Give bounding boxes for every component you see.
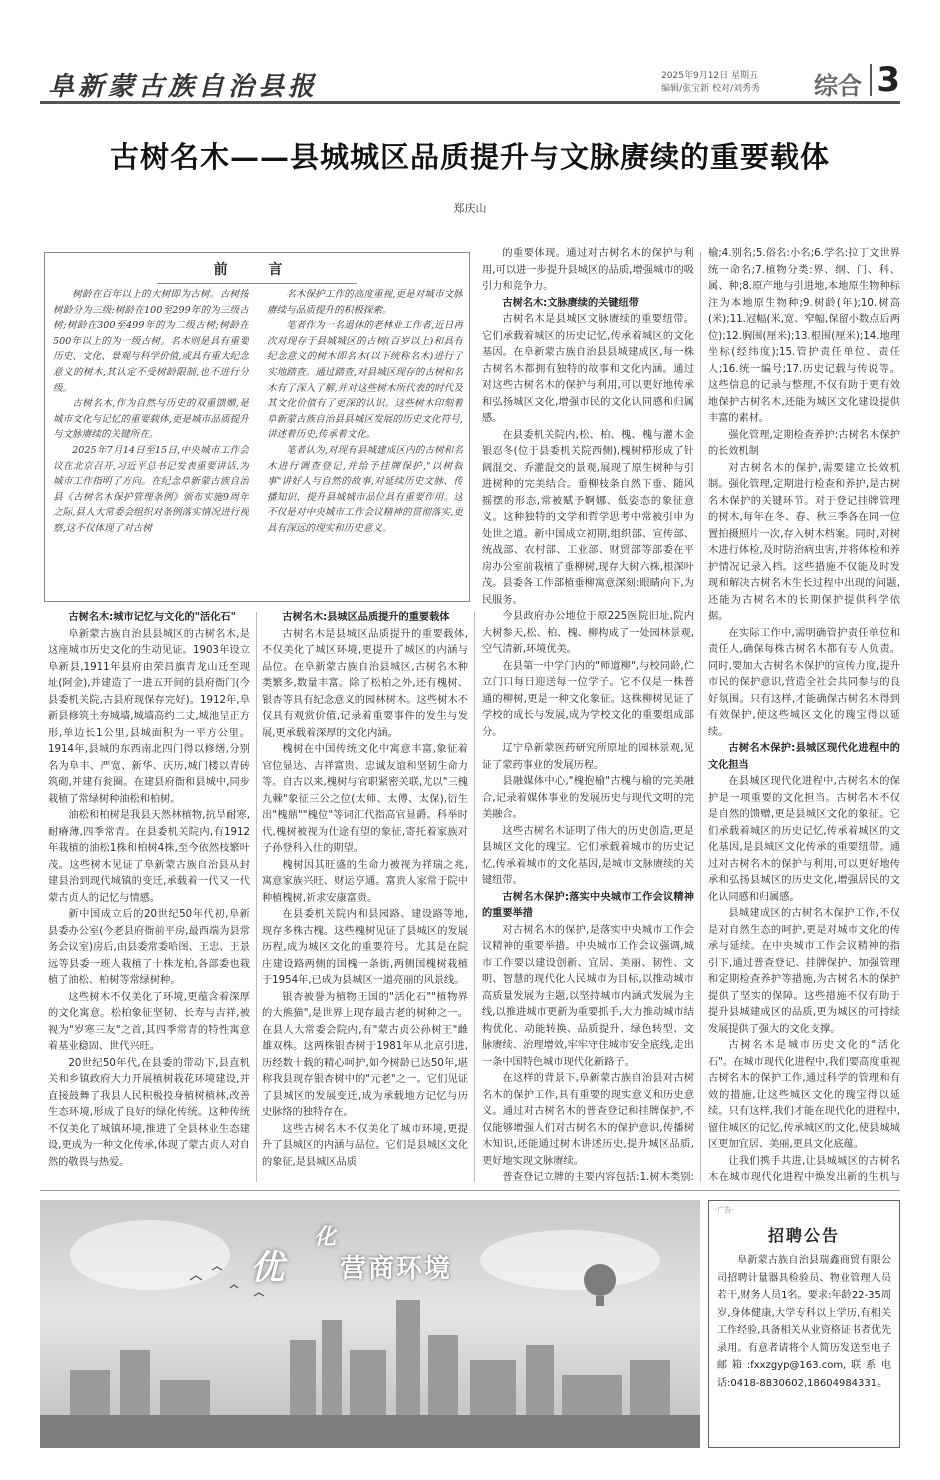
body-paragraph: 在县委机关院内和县园路、建设路等地,现存多株古槐。这些槐树见证了县城区的发展历程,成为城区文化的重要符号。尤其是在院庄建设路两侧的国槐一条街,两侧国槐树栽植于1954年,已成为县城区一道亮丽的风景线。 xyxy=(262,909,468,986)
body-paragraph: 新中国成立后的20世纪50年代初,阜新县委办公室(今老县府衙前平房,最西端为县常务会议室)房后,由县委常委哈图、王忠、王景远等县委一班人栽植了十株龙柏,各部委也栽植了油松、柏树等常绿树种。 xyxy=(48,909,250,986)
banner-title xyxy=(250,1224,453,1289)
column-divider xyxy=(256,612,257,1182)
body-paragraph: 古树名木是城市历史文化的"活化石"。在城市现代化进程中,我们要高度重视古树名木的保护工作,通过科学的管理和有效的措施,让这些城区文化的瑰宝得以延续。只有这样,我们才能在现代化的进程中,留住城区的记忆,传承城区的文化,使县城城区更加宜居、美丽,更具文化底蕴。 xyxy=(708,1040,900,1150)
body-paragraph: 在县城区现代化进程中,古树名木的保护是一项重要的文化担当。古树名木不仅是自然的馈赠,更是县城区文化的象征。它们承载着城区的历史记忆,传承着城区的文化基因,是县城区文化传承的重要纽带。通过对古树名木的保护与利用,可以更好地传承和弘扬县城区的历史文化,增强居民的文化认同感和归属感。 xyxy=(708,776,900,903)
article-column-1 xyxy=(48,610,250,1182)
preface-left-column xyxy=(53,287,249,599)
body-paragraph: 县城建成区的古树名木保护工作,不仅是对自然生态的呵护,更是对城市文化的传承与延续。在中央城市工作会议精神的指引下,通过普查登记、挂牌保护、加强管理和定期检查养护等措施,为古树名木的保护提供了坚实的保障。这些措施不仅有助于提升县城建成区的品质,更为城区的可持续发展提供了强大的文化支撑。 xyxy=(708,908,900,1035)
preface-paragraph: 笔者认为,对现有县城建成区内的古树和名木进行调查登记,并给予挂牌保护,"以树叙事"讲好人与自然的故事,对延续历史文脉、传播知识、提升县城城市品位具有重要作用。这不仅是对中央城市工作会议精神的贯彻落实,更具有深远的现实和历史意义。 xyxy=(267,444,463,534)
body-paragraph: 槐树在中国传统文化中寓意丰富,象征着官位显达、吉祥富贵、忠诚友谊和坚韧生命力等。自古以来,槐树与官职紧密关联,尤以"三槐九棘"象征三公之位(太师、太傅、太保),衍生出"槐鼎""槐位"等词汇代指高官显爵。科举时代,槐树被视为仕途有望的象征,寄托着家族对子孙登科入仕的期望。 xyxy=(262,744,468,854)
column-divider xyxy=(474,612,475,1182)
body-paragraph: 20世纪50年代,在县委的带动下,县直机关和乡镇政府大力开展植树栽花环境建设,并直接鼓舞了我县人民积极投身植树植林,改善生态环境,形成了良好的绿化传统。这种传统不仅美化了城镇环境,推进了全县林业生态建设,更成为一种文化传承,体现了蒙古贞人对自然的敬畏与热爱。 xyxy=(48,1057,250,1168)
body-paragraph: 的重要体现。通过对古树名木的保护与利用,可以进一步提升县城区的品质,增强城市的吸引力和竞争力。 xyxy=(482,248,694,292)
masthead xyxy=(40,60,900,104)
notice-body: 阜新蒙古族自治县瑞鑫商贸有限公司招聘计量器具检验员、物业管理人员若干,财务人员1名。要求:年龄22-35周岁,身体健康,大学专科以上学历,有相关工作经验,具备相关从业资格证书者优先录用。有意者请将个人简历发送至电子邮箱:fxxzgyp@163.com,联系电话:0418-8830602,18604984331。 xyxy=(717,1255,891,1389)
banner-title-big: 优 xyxy=(250,1248,284,1288)
body-paragraph: 银杏被誉为植物王国的"活化石""植物界的大熊猫",是世界上现存最古老的树种之一。在县人大常委会院内,有"蒙古贞公孙树王"雌雄双株。这两株银杏树于1981年从北京引进,历经数十载的精心呵护,如今树龄已达50年,堪称我县现存银杏树中的"元老"之一。它们见证了县城区的发展变迁,成为承载地方记忆与历史脉络的独特存在。 xyxy=(262,991,468,1118)
column-divider xyxy=(700,252,701,1182)
section-divider xyxy=(870,64,872,96)
banner-title-main: 营商环境 xyxy=(340,1254,453,1284)
issue-meta xyxy=(661,70,760,96)
body-paragraph: 古树名木是县城区品质提升的重要载体,不仅美化了城区环境,更提升了城区的内涵与品位。在阜新蒙古族自治县城区,古树名木种类繁多,数量丰富。除了松柏之外,还有槐树、银杏等具有纪念意义的园林树木。这些树木不仅具有观赏价值,记录着重要事件的发生与发展,更承载着深厚的文化内涵。 xyxy=(262,628,468,739)
body-paragraph: 在实际工作中,需明确管护责任单位和责任人,确保每株古树名木都有专人负责。同时,要加大古树名木保护的宣传力度,提升市民的保护意识,营造全社会共同参与的良好氛围。只有这样,才能确保古树名木得到有效保护,使这些城区文化的瑰宝得以延续。 xyxy=(708,627,900,738)
article-column-4 xyxy=(708,246,900,1182)
section-subheading: 古树名木:文脉赓续的关键纽带 xyxy=(502,297,639,309)
preface-paragraph: 2025年7月14日至15日,中央城市工作会议在北京召开,习近平总书记发表重要讲话,为城市工作指明了方向。在纪念阜新蒙古族自治县《古树名木保护管理条例》颁布实施9周年之际,县人大常委会组织对条例落实情况进行视察,这不仅体现了对古树 xyxy=(53,444,249,534)
section-subheading: 古树名木保护:落实中央城市工作会议精神的重要举措 xyxy=(482,891,694,919)
body-paragraph: 辽宁阜新蒙医药研究所原址的园林景观,见证了蒙药事业的发展历程。 xyxy=(482,743,694,771)
newspaper-name: 阜新蒙古族自治县报 xyxy=(48,72,319,102)
business-environment-banner xyxy=(40,1200,700,1448)
ad-separator xyxy=(40,1190,900,1191)
body-paragraph: 强化管理,定期检查养护:古树名木保护的长效机制 xyxy=(708,429,900,457)
ad-tag: ·广告· xyxy=(715,1206,734,1214)
body-paragraph: 这些树木不仅美化了环境,更蕴含着深厚的文化寓意。松柏象征坚韧、长寿与吉祥,被视为"岁寒三友"之首,其四季常青的特性寓意着基业稳固、世代兴旺。 xyxy=(48,991,250,1052)
body-paragraph: 古树名木是县城区文脉赓续的重要纽带。它们承载着城区的历史记忆,传承着城区的文化基因。在阜新蒙古族自治县县城建成区,每一株古树名木都拥有独特的故事和文化内涵。通过对这些古树名木的保护与利用,可以更好地传承和弘扬城区文化,增强市民的文化认同感和归属感。 xyxy=(482,314,694,424)
body-paragraph: 这些古树名木不仅美化了城市环境,更提升了县城区的内涵与品位。它们是县城区文化的象征,是县城区品质 xyxy=(262,1123,468,1168)
body-paragraph: 对古树名木的保护,是落实中央城市工作会议精神的重要举措。中央城市工作会议强调,城市工作要以建设创新、宜居、美丽、韧性、文明、智慧的现代化人民城市为目标,以推动城市高质量发展为主题,以坚持城市内涵式发展为主线,以推进城市更新为重要抓手,大力推动城市结构优化、动能转换、品质提升、绿色转型、文脉赓续、治理增效,牢牢守住城市安全底线,走出一条中国特色城市现代化新路子。 xyxy=(482,924,694,1068)
body-paragraph: 阜新蒙古族自治县县城区的古树名木,是这座城市历史文化的生动见证。1903年设立阜新县,1911年县府由荣昌旗青龙山迁至现址(阿金),并建造了一进五开间的县府衙门(今县委机关院,古县府现保存完好)。1912年,阜新县修筑土夯城墙,城墙高约二丈,城池呈正方形,单边长1公里,县城面积为一平方公里。1914年,县城的东西南北四门得以修缮,分别名为阜丰、严宽、新华、庆历,城门楼以青砖筑砌,并建有瓮圈。在建县府衙和县城中,同步栽植了常绿树种油松和柏树。 xyxy=(48,628,250,805)
preface-title: 前 言 xyxy=(53,259,461,284)
preface-paragraph: 古树名木,作为自然与历史的双重馈赠,是城市文化与记忆的重要载体,更是城市品质提升与文脉赓续的关键所在。 xyxy=(53,398,249,441)
issue-date: 2025年9月12日 星期五 xyxy=(661,71,759,81)
body-paragraph: 油松和柏树是我县天然林植物,抗旱耐寒,耐瘠薄,四季常青。在县委机关院内,有1912年栽植的油松1株和柏树4株,至今依然枝繁叶茂。这些树木见证了阜新蒙古族自治县从封建县治到现代城镇的变迁,承载着一代又一代蒙古贞人的记忆与情感。 xyxy=(48,810,250,904)
body-paragraph: 在这样的背景下,阜新蒙古族自治县对古树名木的保护工作,具有重要的现实意义和历史意义。通过对古树名木的普查登记和挂牌保护,不仅能够增强人们对古树名木的保护意识,传播树木知识,还能通过树木讲述历史,提升城区品质,更好地实现文脉赓续。 xyxy=(482,1073,694,1167)
body-paragraph: 对古树名木的保护,需要建立长效机制。强化管理,定期进行检查和养护,是古树名木保护的关键环节。对于登记挂牌管理的树木,每年在冬、春、秋三季各在同一位置拍摄照片一次,存入树木档案。同时,对树木进行体检,及时防治病虫害,并将体检和养护情况记录入档。这些措施不仅能及时发现和解决古树名木生长过程中出现的问题,还能为古树名木的长期保护提供科学依据。 xyxy=(708,462,900,622)
preface-paragraph: 名木保护工作的高度重视,更是对城市文脉赓续与品质提升的积极探索。 xyxy=(267,289,463,316)
editor-line: 编辑/张宝新 校对/刘秀秀 xyxy=(661,84,760,94)
body-paragraph: 在县委机关院内,松、柏、槐、槐与灌木金银忍冬(位于县委机关院西侧),槐树栉形成了针阔混交、乔灌混交的景观,展现了原生树种与引进树种的完美结合。垂柳枝条自然下垂、随风摇摆的形态,常被赋予婀娜、低姿态的象征意义。这种独特的文学和哲学思考中常被引申为处世之道。新中国成立初期,组织部、宣传部、统战部、农村部、工业部、财贸部等部委在平房办公室前栽植了垂柳树,现存大树六株,根深叶茂。县委各工作部植垂柳寓意深刻:眼睛向下,为民服务。 xyxy=(482,429,694,606)
section-subheading: 古树名木:县城区品质提升的重要载体 xyxy=(282,612,450,623)
section-subheading: 古树名木保护:县城区现代化进程中的文化担当 xyxy=(708,743,900,771)
preface-paragraph: 笔者作为一名退休的老林业工作者,近日再次对现存于县城城区的古树(百岁以上)和具有纪念意义的树木即名木(以下统称名木)进行了实地踏查。通过踏查,对县城区现存的古树和名木有了深入了解,并对这些树木所代表的时代及其文化价值有了更深的认识。这些树木印刻着阜新蒙古族自治县县城区发展的历史文化符号,讲述着历史,传承着文化。 xyxy=(267,320,463,441)
body-paragraph: 榆;4.别名;5.俗名:小名;6.学名:拉丁文世界统一命名;7.植物分类:界、纲、门、科、属、种;8.原产地与引进地,本地原生物种标注为本地原生物种;9.树龄(年);10.树高(米);11.冠幅(米,宽、窄幅,保留小数点后两位);12.胸围(厘米);13.根围(厘米);14.地理坐标(经纬度);15.管护责任单位、责任人;16.统一编号;17.历史记载与传说等。这些信息的记录与整理,不仅有助于更有效地保护古树名木,还能为城区文化建设提供丰富的素材。 xyxy=(708,248,900,424)
article-column-2 xyxy=(262,610,468,1182)
ad-section xyxy=(40,1200,900,1448)
city-skyline-icon xyxy=(40,1200,700,1448)
article-headline: 古树名木——县城城区品质提升与文脉赓续的重要载体 xyxy=(109,140,830,174)
section-name: 综合 xyxy=(814,72,862,100)
body-paragraph: 今县政府办公地位于原225医院旧址,院内大树参天,松、柏、槐、柳构成了一处园林景观,空气清新,环境优美。 xyxy=(482,611,694,655)
banner-title-small: 化 xyxy=(314,1224,337,1250)
preface-right-column xyxy=(267,287,463,599)
preface-paragraph: 树龄在百年以上的大树即为古树。古树按树龄分为三级:树龄在100至299年的为三级古树;树龄在300至499年的为二级古树;树龄在500年以上的为一级古树。名木则是具有重要历史、文化、景观与科学价值,或具有重大纪念意义的树木,其认定不受树龄限制,也不进行分级。 xyxy=(53,289,249,394)
body-paragraph: 县融媒体中心,"槐抱榆"古槐与榆的完美融合,记录着媒体事业的发展历史与现代文明的完美融合。 xyxy=(482,776,694,820)
page-number: 3 xyxy=(876,60,900,100)
recruitment-notice xyxy=(708,1200,900,1448)
notice-title: 招聘公告 xyxy=(767,1226,840,1245)
body-paragraph: 让我们携手共进,让县城城区的古树名木在城市现代化进程中焕发出新的生机与 xyxy=(708,1155,900,1182)
preface-box xyxy=(44,252,470,602)
article-byline: 郑庆山 xyxy=(453,202,487,215)
section-subheading: 古树名木:城市记忆与文化的"活化石" xyxy=(68,612,236,623)
article-column-3 xyxy=(482,246,694,1182)
body-paragraph: 槐树因其旺盛的生命力被视为祥瑞之兆,寓意家族兴旺、财运亨通。富贵人家常于院中种植槐树,祈求安康富贵。 xyxy=(262,859,468,904)
body-paragraph: 普查登记立牌的主要内容包括:1.树木类别: xyxy=(502,1172,694,1182)
body-paragraph: 在县第一中学门内的"师道柳",与校同龄,伫立门口每日迎送每一位学子。它不仅是一株普通的柳树,更是一种文化象征。这株柳树见证了学校的成长与发展,成为学校文化的重要组成部分。 xyxy=(482,660,694,738)
body-paragraph: 这些古树名木证明了伟大的历史创造,更是县城区文化的瑰宝。它们承载着城市的历史记忆,传承着城市的文化基因,是城市文脉赓续的关键纽带。 xyxy=(482,825,694,886)
